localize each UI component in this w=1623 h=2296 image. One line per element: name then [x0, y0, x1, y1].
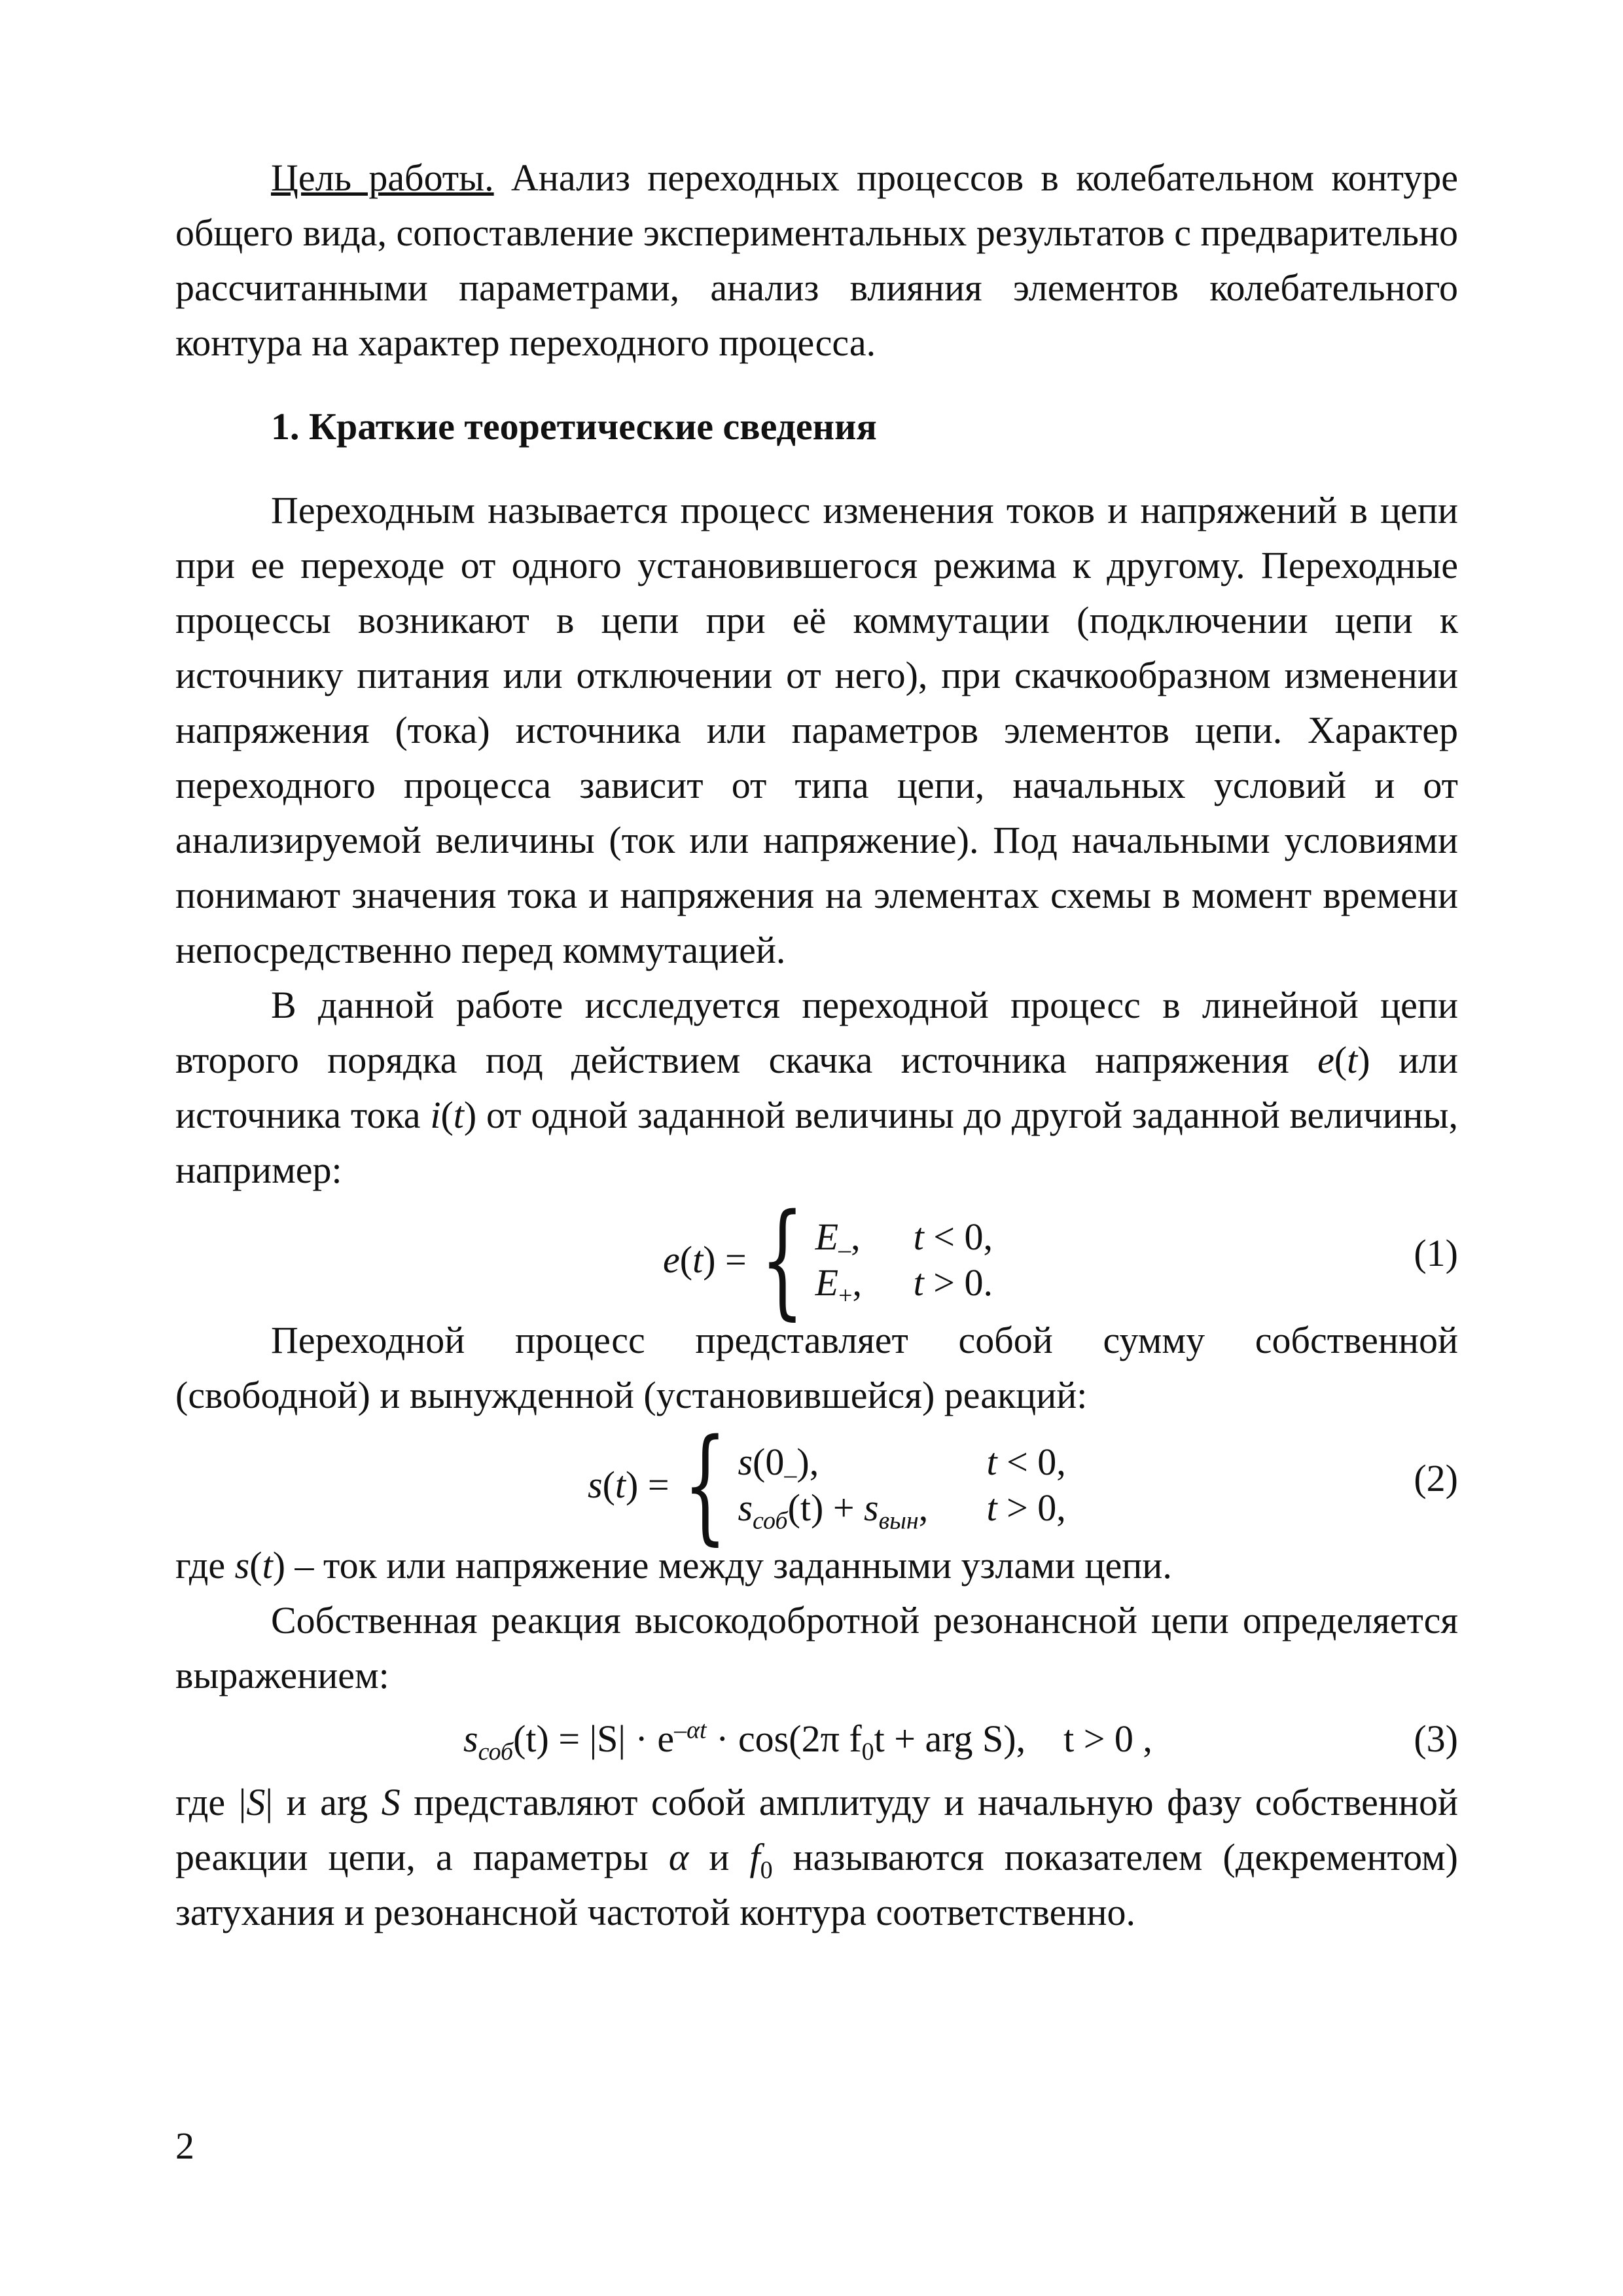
equation-number-3: (3) — [1414, 1717, 1458, 1760]
section-heading: 1. Краткие теоретические сведения — [271, 405, 877, 448]
eq1-cases: $E_-$, t < 0, $E_+$, t > 0. — [815, 1215, 993, 1310]
equation-1 — [175, 1187, 1458, 1332]
eq1-brace: { — [760, 1187, 804, 1332]
var-t: t — [453, 1094, 464, 1136]
eq2-cases: $s(0_-)$, t < 0, $s_{соб}(t) + s_{вын}$, t > 0, — [738, 1441, 1066, 1535]
page-content — [175, 151, 1458, 1940]
eq2-brace: { — [683, 1412, 727, 1557]
equation-2 — [175, 1412, 1458, 1557]
var-t: t — [1347, 1039, 1358, 1081]
equation-number-2: (2) — [1414, 1457, 1458, 1499]
paragraph-work-description: В данной работе исследуется переходной процесс в линейной цепи второго порядка под действием скачка источника напряжения e(t) или источника тока i(t) от одной заданной величины до другой заданной величины, например: — [175, 984, 1458, 1191]
goal-text: Анализ переходных процессов в колебательном контуре общего вида, сопоставление экспериментальных результатов с предварительно рассчитанными параметрами, анализ влияния элементов колебательного контура на характер переходного процесса. — [175, 156, 1458, 364]
goal-paragraph — [175, 151, 1458, 370]
var-e: e — [1317, 1039, 1334, 1081]
var-i: i — [430, 1094, 441, 1136]
equation-number-1: (1) — [1414, 1232, 1458, 1274]
text-run: или источника тока — [175, 1039, 1458, 1136]
eq1-lhs: e(t) = — [663, 1238, 747, 1281]
eq3-body: $s_{соб}(t) = |S| \cdot e^{-\alpha t} \cdot \cos(2\pi$ $f_0t$ + arg S), t > 0 , — [463, 1716, 1152, 1766]
goal-label: Цель работы. — [271, 156, 494, 199]
paragraph-transient-definition: Переходным называется процесс изменения токов и напряжений в цепи при ее переходе от одного установившегося режима к другому. Переходные процессы возникают в цепи при её коммутации (подключении цепи к источнику питания или отключении от него), при скачкообразном изменении напряжения (тока) источника или параметров элементов цепи. Характер переходного процесса зависит от типа цепи, начальных условий и от анализируемой величины (ток или напряжение). Под начальными условиями понимают значения тока и напряжения на элементах схемы в момент времени непосредственно перед коммутацией. — [175, 489, 1458, 971]
paragraph-sum-of-reactions: Переходной процесс представляет собой сумму собственной (свободной) и вынужденной (установившейся) реакций: — [175, 1319, 1458, 1416]
paragraph-own-reaction: Собственная реакция высокодобротной резонансной цепи определяется выражением: — [175, 1599, 1458, 1696]
paragraph-s-definition: где s(t) – ток или напряжение между заданными узлами цепи. — [175, 1544, 1172, 1587]
paragraph-parameters: где |S| и arg S представляют собой амплитуду и начальную фазу собственной реакции цепи, а параметры α и $f_0$ называются показателем (декрементом) затухания и резонансной частотой контура соответственно. — [175, 1781, 1458, 1933]
text-run: от одной заданной величины до другой заданной величины, например: — [175, 1094, 1458, 1191]
page-number: 2 — [175, 2125, 194, 2167]
text-run: В данной работе исследуется переходной процесс в линейной цепи второго порядка под действием скачка источника напряжения — [175, 984, 1458, 1081]
eq2-lhs: s(t) = — [588, 1463, 669, 1506]
equation-3 — [175, 1703, 1458, 1775]
